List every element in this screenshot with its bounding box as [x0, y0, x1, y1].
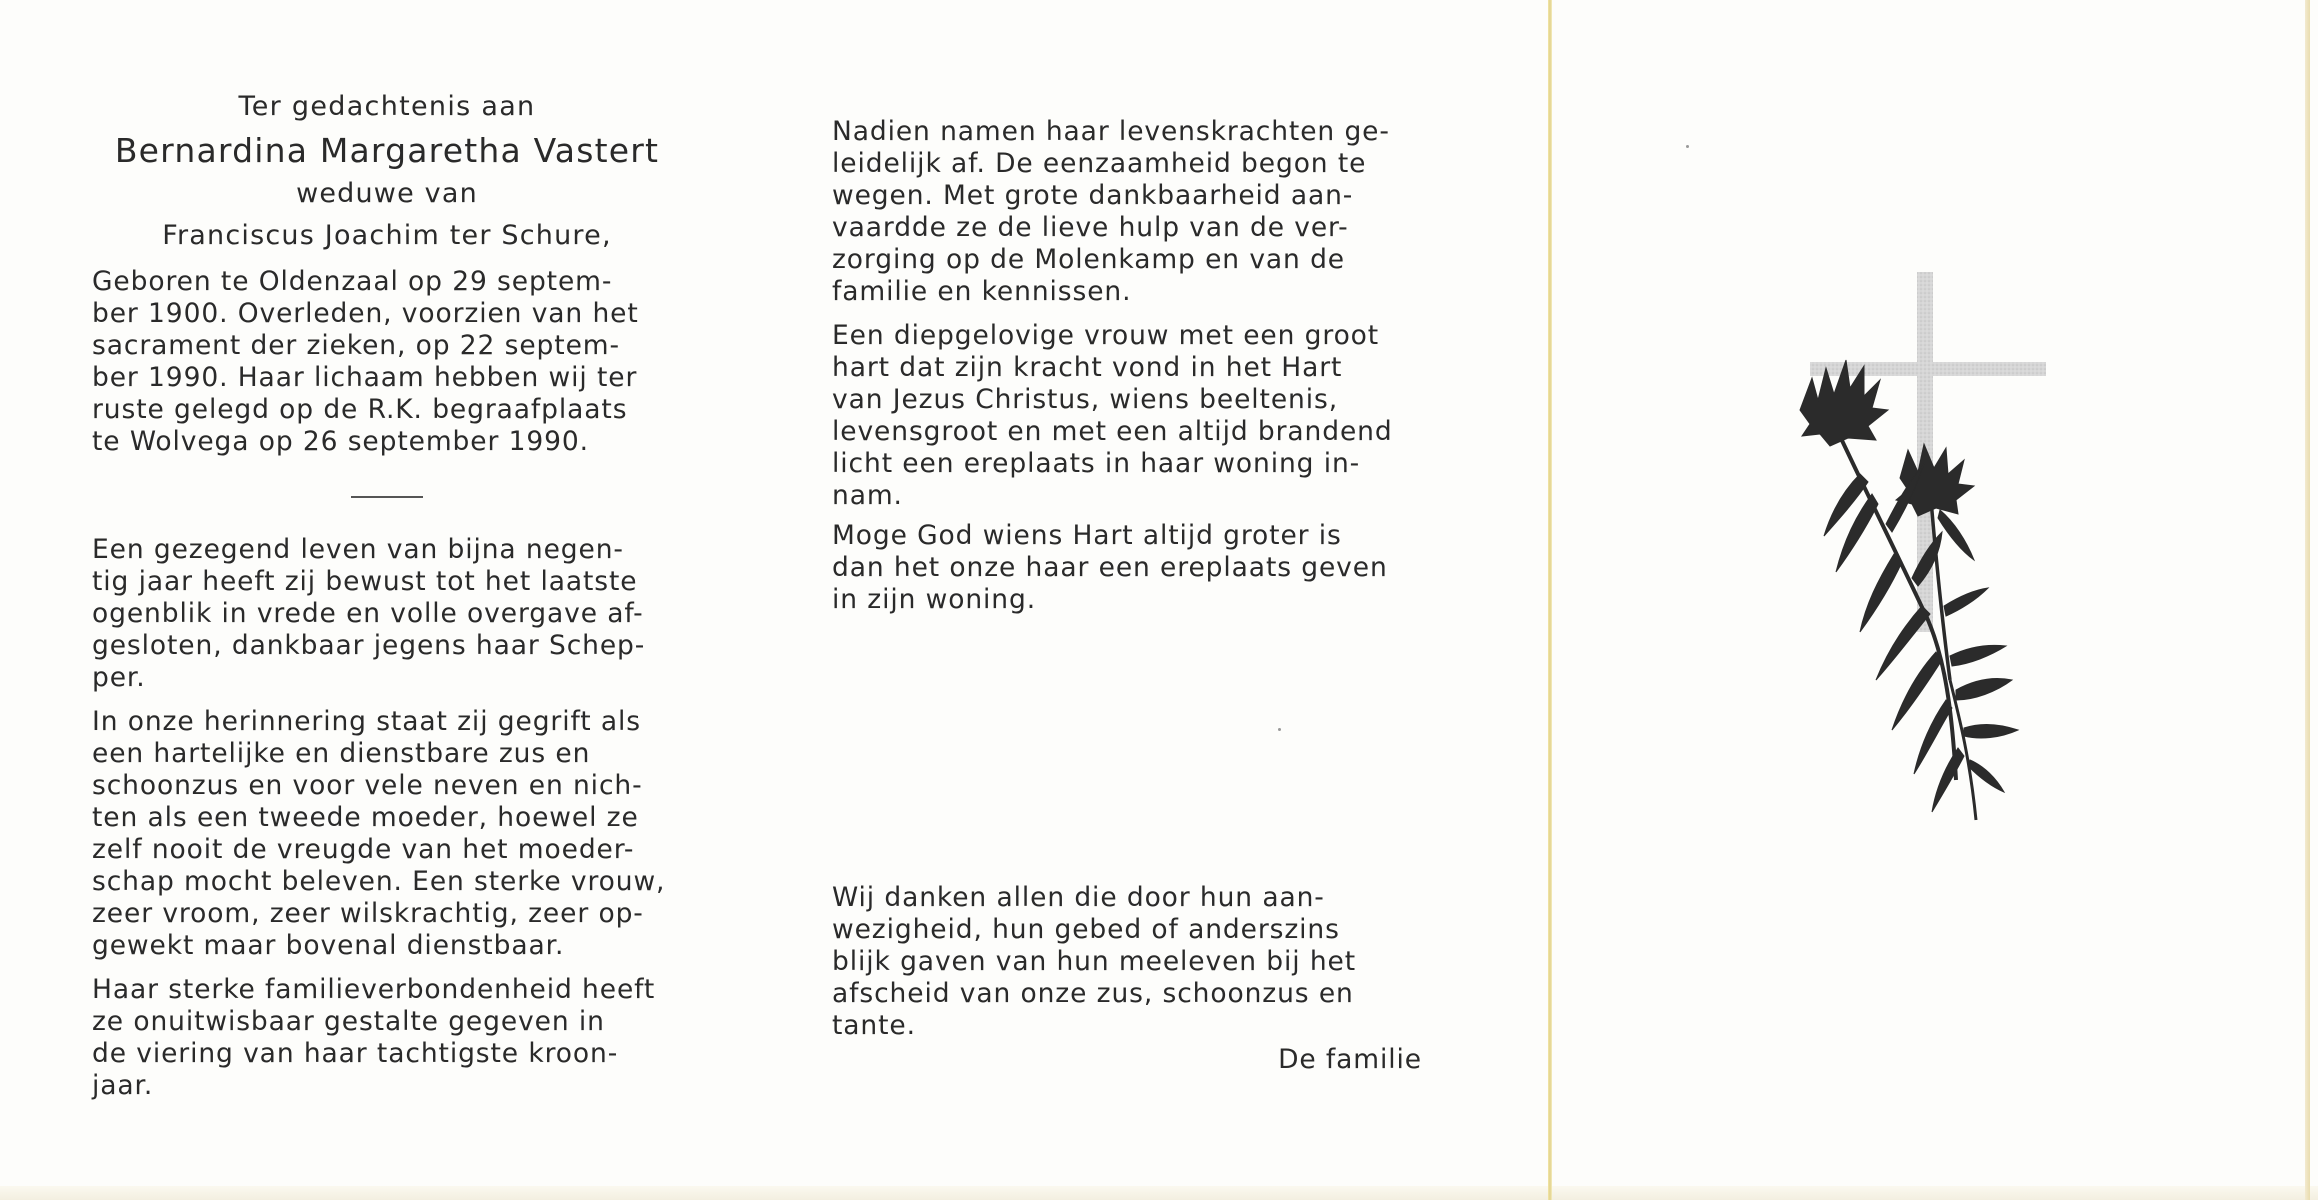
family-signature: De familie: [1278, 1044, 1422, 1075]
scan-bottom-edge: [0, 1186, 2318, 1200]
prayer-paragraph: Moge God wiens Hart altijd groter is dan het onze haar een ereplaats geven in zijn woning.: [832, 520, 1388, 615]
life-paragraph-1: Een gezegend leven van bijna negen- tig jaar heeft zij bewust tot het laatste ogenblik in vrede en volle overgave af- gesloten, dankbaar jegens haar Schep- per.: [92, 534, 646, 693]
middle-panel: [832, 116, 1422, 1075]
faith-paragraph: Een diepgelovige vrouw met een groot hart dat zijn kracht vond in het Hart van Jezus Christus, wiens beeltenis, levensgroot en met een altijd brandend licht een ereplaats in haar woning in- nam.: [832, 320, 1393, 511]
status-line: weduwe van: [296, 178, 478, 209]
biography: Geboren te Oldenzaal op 29 septem- ber 1900. Overleden, voorzien van het sacrament der zieken, op 22 septem- ber 1990. Haar lichaam hebben wij ter ruste gelegd op de R.K. begraafplaats te Wolvega op 26 september 1990.: [92, 266, 639, 457]
left-panel: [92, 88, 682, 1102]
paper-speck: [1278, 728, 1281, 731]
deceased-name: Bernardina Margaretha Vastert: [114, 131, 660, 170]
husband-name: Franciscus Joachim ter Schure,: [162, 220, 612, 251]
cover-artwork: [1760, 260, 2100, 860]
life-paragraph-3: Haar sterke familieverbondenheid heeft ze onuitwisbaar gestalte gegeven in de viering van haar tachtigste kroon- jaar.: [92, 974, 656, 1101]
card-fold-line: [1548, 0, 1552, 1200]
life-paragraph-2: In onze herinnering staat zij gegrift als een hartelijke en dienstbare zus en schoonzus en voor vele neven en nich- ten als een tweede moeder, hoewel ze zelf nooit de vreugde van het moeder- schap mocht beleven. Een sterke vrouw, zeer vroom, zeer wilskrachtig, zeer op- gewekt maar bovenal dienstbaar.: [92, 706, 666, 961]
divider: [351, 496, 423, 498]
paper-speck: [1686, 145, 1689, 148]
intro-line: Ter gedachtenis aan: [238, 91, 536, 122]
card-right-edge: [2305, 0, 2310, 1200]
thanks-paragraph: Wij danken allen die door hun aan- wezigheid, hun gebed of anderszins blijk gaven van hun meeleven bij het afscheid van onze zus, schoonzus en tante.: [832, 882, 1357, 1041]
later-years-paragraph: Nadien namen haar levenskrachten ge- leidelijk af. De eenzaamheid begon te wegen. Met grote dankbaarheid aan- vaardde ze de lieve hulp van de ver- zorging op de Molenkamp en van de familie en kennissen.: [832, 116, 1390, 307]
thanks-block: [832, 882, 1422, 1076]
flower-icon: [1800, 360, 2018, 820]
